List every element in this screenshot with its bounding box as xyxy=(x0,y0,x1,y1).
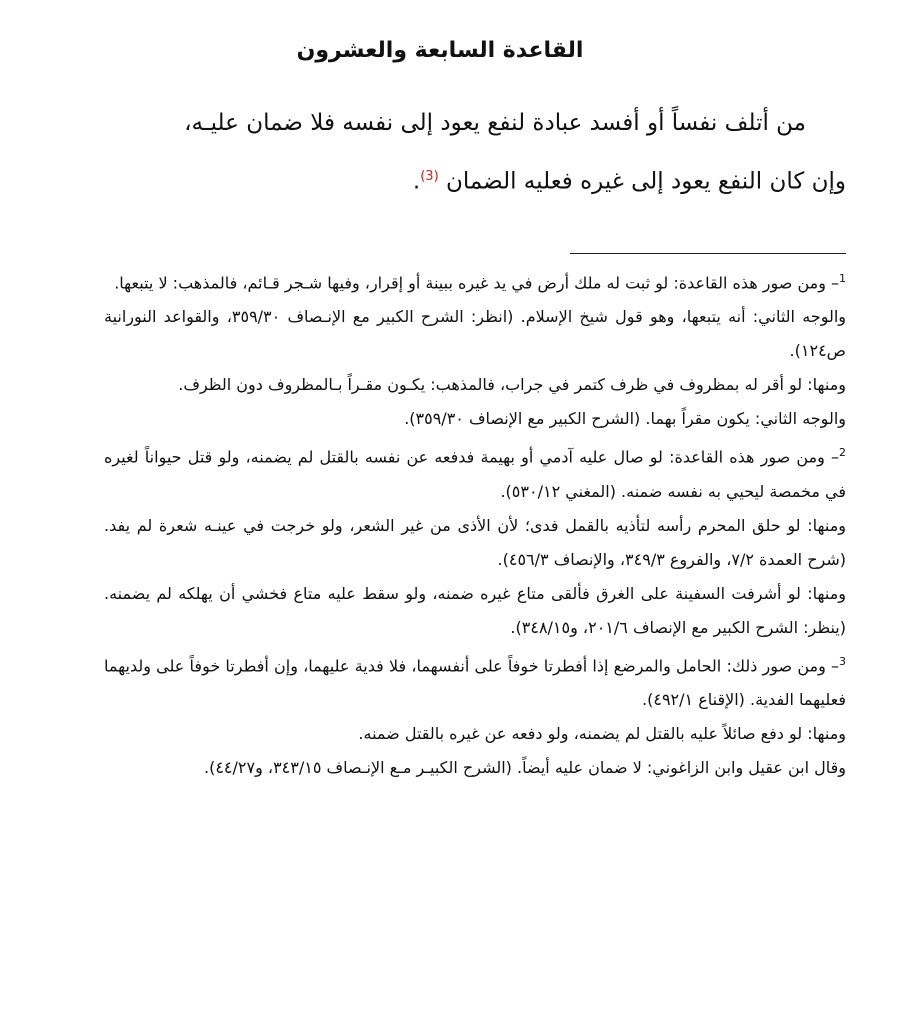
footnote-paragraph xyxy=(104,717,846,751)
footnote-text: – ومن صور هذه القاعدة: لو صال عليه آدمي أو بهيمة فدفعه عن نفسه بالقتل لم يضمنه، ولو قتل حيواناً لغيره في مخمصة ليحيي به نفسه ضمنه. (المغني ٥٣٠/١٢). xyxy=(104,447,846,501)
page-title: القاعدة السابعة والعشرون xyxy=(296,38,584,63)
footnote-text: – ومن صور هذه القاعدة: لو ثبت له ملك أرض في يد غيره ببينة أو إقرار، وفيها شـجر قـائم، فالمذهب: لا يتبعها. xyxy=(114,273,839,293)
footnotes xyxy=(104,262,846,785)
footnote-text: ومنها: لو دفع صائلاً عليه بالقتل لم يضمنه، ولو دفعه عن غيره بالقتل ضمنه. xyxy=(358,723,846,743)
footnote-marker: 3 xyxy=(839,654,846,668)
footnote-paragraph xyxy=(104,577,846,645)
rule-statement xyxy=(86,97,846,209)
footnote-marker: 2 xyxy=(839,446,846,460)
footnote-paragraph xyxy=(104,509,846,577)
footnote-paragraph xyxy=(104,751,846,785)
footnote-text: ومنها: لو أقر له بمظروف في ظرف كتمر في جراب، فالمذهب: يكـون مقـراً بـالمظروف دون الظرف. xyxy=(178,375,846,395)
footnote-separator xyxy=(570,253,846,254)
footnote-paragraph xyxy=(104,300,846,368)
footnote-text: والوجه الثاني: يكون مقراً بهما. (الشرح الكبير مع الإنصاف ٣٥٩/٣٠). xyxy=(404,409,846,429)
footnote-paragraph xyxy=(104,436,846,508)
footnote-text: ومنها: لو أشرفت السفينة على الغرق فألقى متاع غيره ضمنه، ولو سقط عليه متاع فخشي أن يهلكه لم يضمنه. (ينظر: الشرح الكبير مع الإنصاف ٢٠١/٦، و٣٤٨/١٥). xyxy=(104,583,846,637)
footnote-text: – ومن صور ذلك: الحامل والمرضع إذا أفطرتا خوفاً على أنفسهما، فلا فدية عليهما، وإن أفطرتا خوفاً على ولديهما فعليهما الفدية. (الإقناع ٤٩٢/١). xyxy=(104,655,846,709)
rule-line-1: من أتلف نفساً أو أفسد عبادة لنفع يعود إلى نفسه فلا ضمان عليـه، xyxy=(184,110,806,136)
footnote-paragraph xyxy=(104,645,846,717)
footnote-text: والوجه الثاني: أنه يتبعها، وهو قول شيخ الإسلام. (انظر: الشرح الكبير مع الإنـصاف ٣٥٩/٣٠، والقواعد النورانية ص١٢٤). xyxy=(104,307,847,361)
footnote-paragraph xyxy=(104,262,846,300)
rule-line-2 xyxy=(86,150,846,209)
rule-line-2-end: . xyxy=(412,168,421,195)
footnote-text: ومنها: لو حلق المحرم رأسه لتأذيه بالقمل فدى؛ لأن الأذى من غير الشعر، ولو خرجت في عينـه شعرة لم يفد. (شرح العمدة ٧/٢، والفروع ٣٤٩/٣، والإنصاف ٤٥٦/٣). xyxy=(104,515,846,569)
footnote-reference[interactable]: (3) xyxy=(420,169,439,184)
footnote-paragraph xyxy=(104,368,846,402)
footnote-marker: 1 xyxy=(839,272,846,285)
footnote-paragraph xyxy=(104,402,846,436)
rule-line-2-text: وإن كان النفع يعود إلى غيره فعليه الضمان xyxy=(445,168,846,195)
footnote-text: وقال ابن عقيل وابن الزاغوني: لا ضمان عليه أيضاً. (الشرح الكبيـر مـع الإنـصاف ٣٤٣/١٥، و٤٤/٢٧). xyxy=(203,757,846,777)
